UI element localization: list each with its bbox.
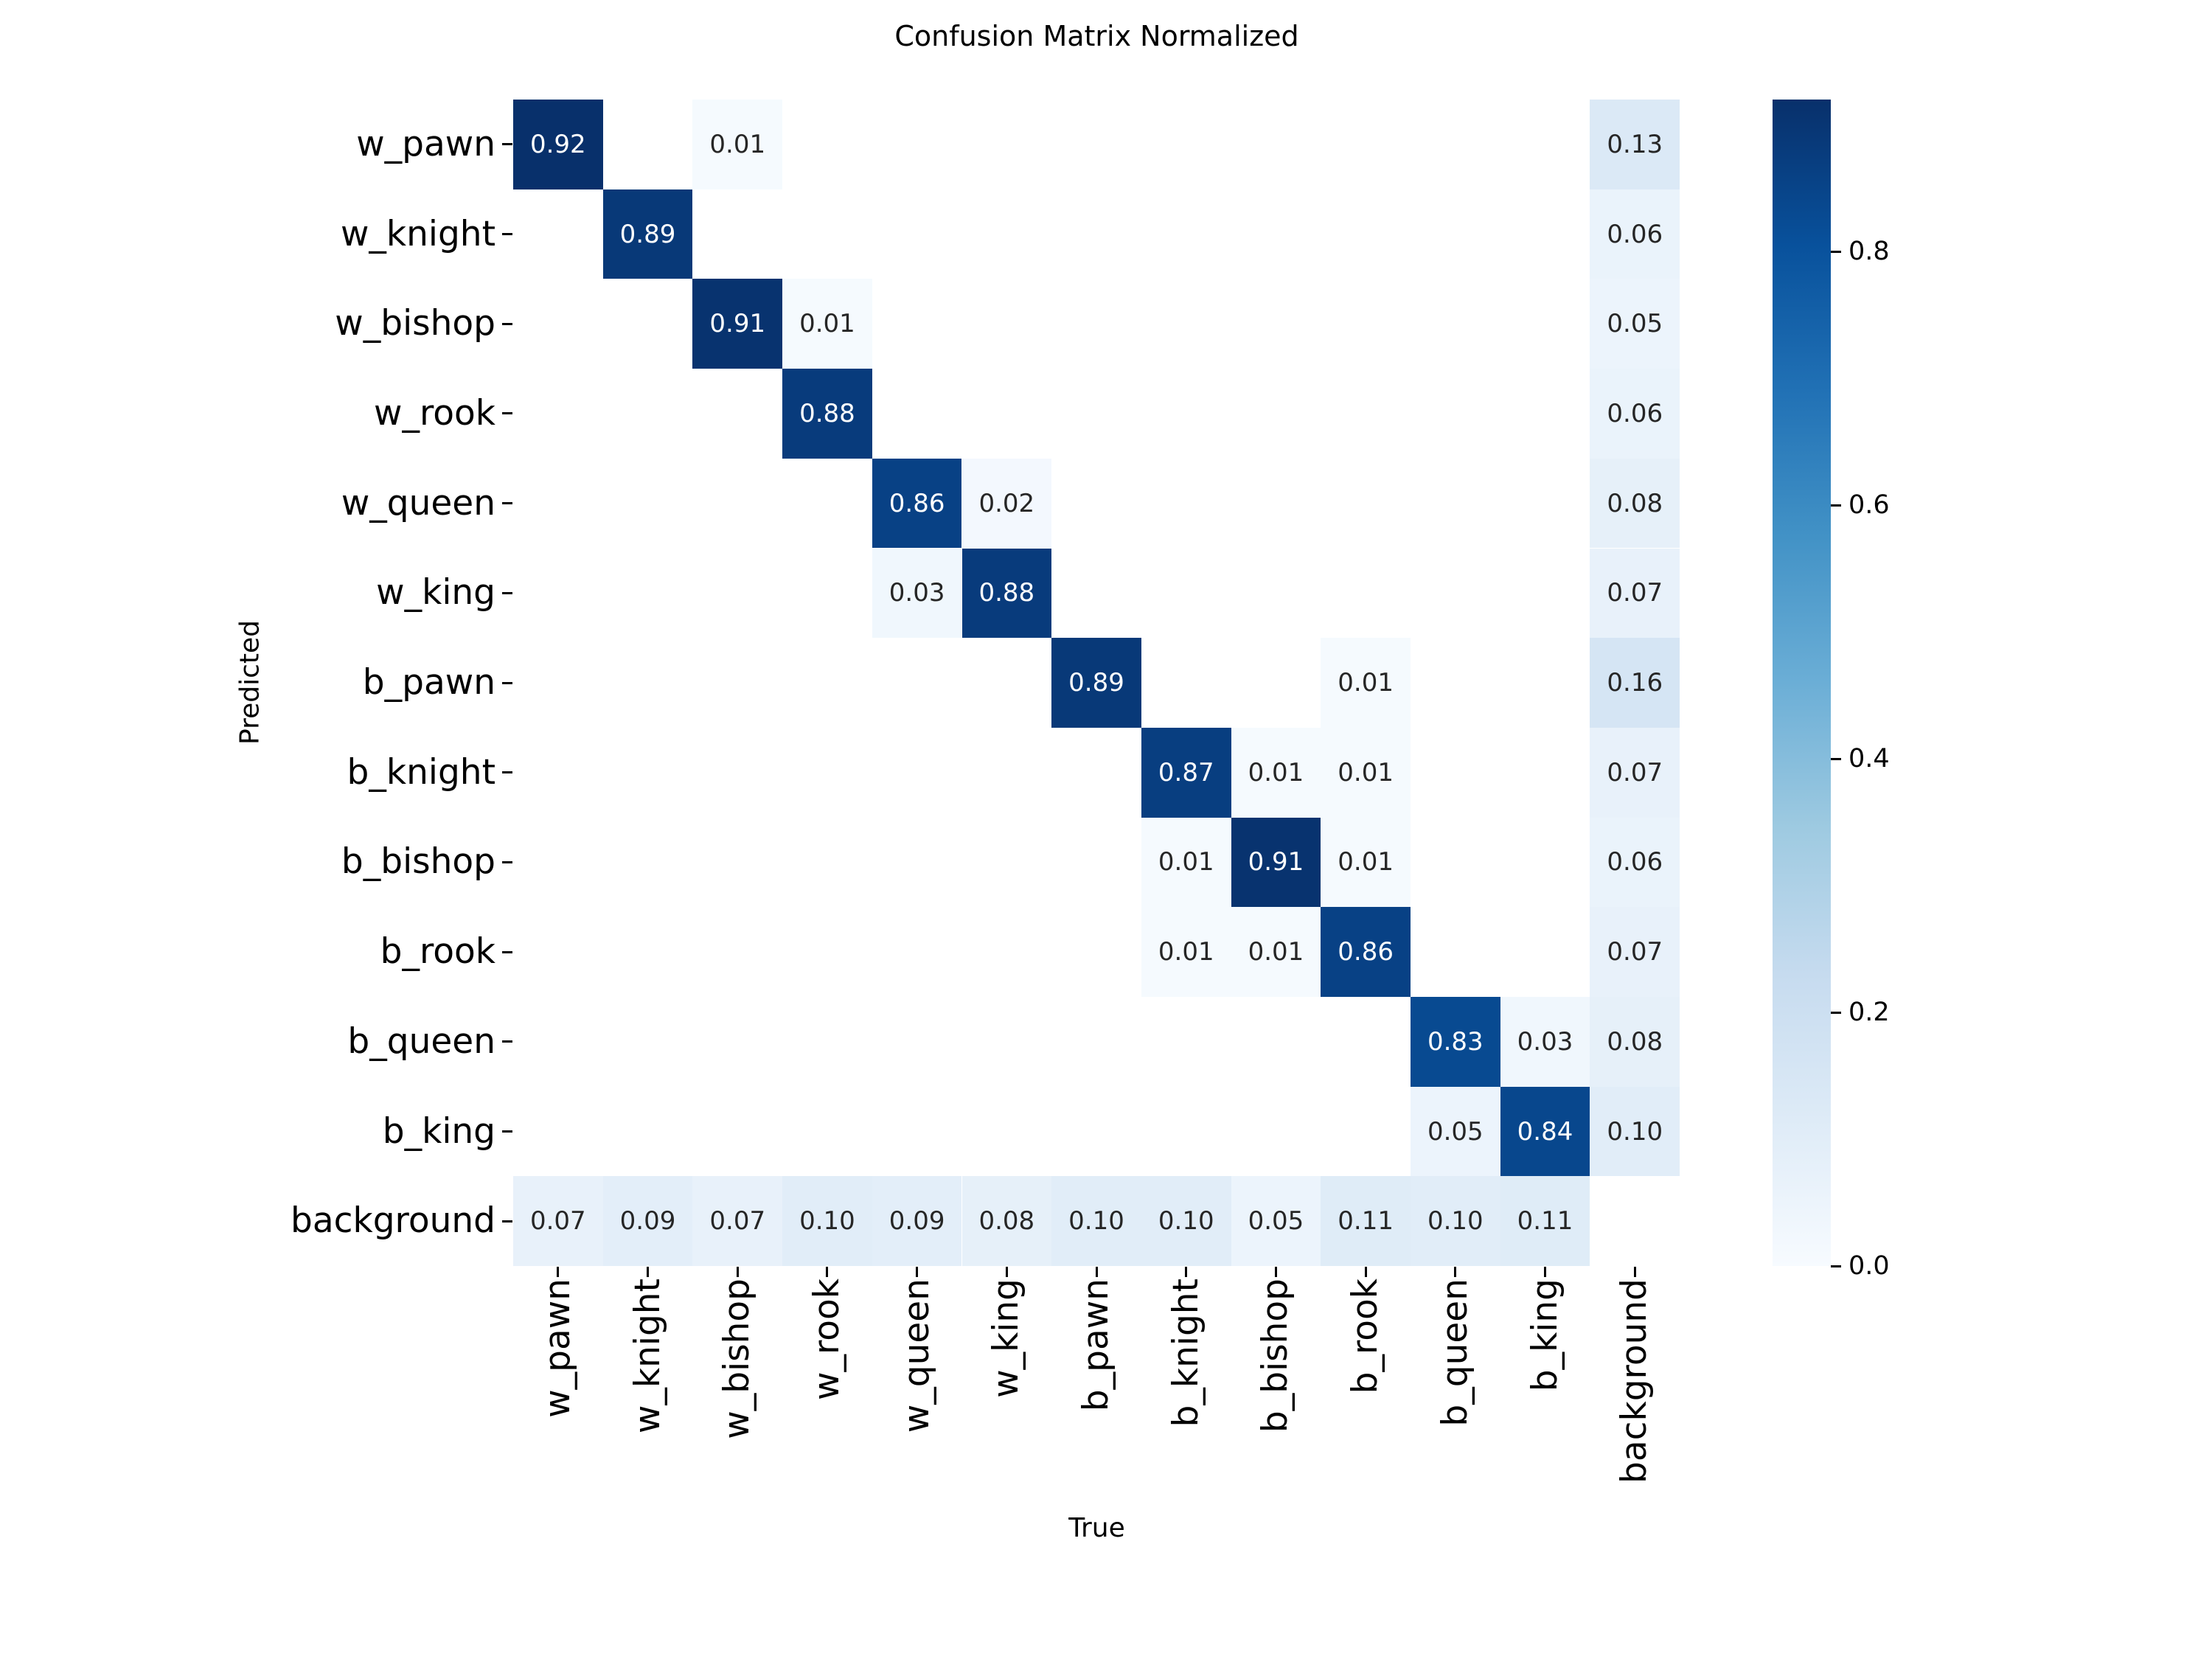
- heatmap-cell: [513, 189, 603, 279]
- heatmap-cell: [1051, 818, 1141, 908]
- cell-annotation: 0.86: [1338, 937, 1394, 967]
- x-tick-mark: [1096, 1267, 1098, 1277]
- y-tick-label: b_rook: [380, 931, 495, 973]
- cell-annotation: 0.07: [1607, 937, 1663, 967]
- y-tick-mark: [502, 323, 512, 325]
- y-tick-label: b_bishop: [341, 841, 495, 883]
- heatmap-cell: [1411, 997, 1500, 1087]
- heatmap-cell: [872, 1176, 962, 1266]
- x-tick-label: b_knight: [1165, 1279, 1206, 1427]
- heatmap-cell: [1231, 279, 1321, 369]
- heatmap-cell: [962, 549, 1052, 639]
- heatmap-cell: [692, 997, 782, 1087]
- heatmap-cell: [872, 279, 962, 369]
- heatmap-cell: [1411, 1176, 1500, 1266]
- heatmap-cell: [1500, 369, 1590, 459]
- cell-annotation: 0.06: [1607, 398, 1663, 428]
- heatmap-cell: [513, 279, 603, 369]
- x-tick-mark: [916, 1267, 918, 1277]
- heatmap-cell: [1411, 189, 1500, 279]
- heatmap-cell: [1321, 189, 1411, 279]
- heatmap-cell: [1321, 997, 1411, 1087]
- cell-annotation: 0.88: [978, 578, 1035, 608]
- y-tick-mark: [502, 412, 512, 414]
- heatmap-cell: [603, 728, 693, 818]
- heatmap-cell: [782, 1176, 872, 1266]
- heatmap-cell: [1590, 997, 1680, 1087]
- heatmap-cell: [872, 997, 962, 1087]
- y-tick-label: w_rook: [374, 392, 495, 434]
- y-tick-label: w_knight: [340, 213, 495, 254]
- heatmap-cell: [1321, 1087, 1411, 1177]
- heatmap-cell: [1590, 369, 1680, 459]
- heatmap-cell: [513, 369, 603, 459]
- y-tick-label: b_knight: [347, 751, 495, 793]
- heatmap-cell: [513, 100, 603, 189]
- cell-annotation: 0.01: [1248, 757, 1304, 787]
- heatmap-cell: [1051, 189, 1141, 279]
- heatmap-cell: [692, 100, 782, 189]
- heatmap-cell: [1321, 728, 1411, 818]
- cell-annotation: 0.07: [529, 1206, 586, 1237]
- heatmap-cell: [513, 818, 603, 908]
- heatmap-cell: [1411, 459, 1500, 549]
- heatmap-cell: [692, 1087, 782, 1177]
- heatmap-cell: [1500, 907, 1590, 997]
- heatmap-cell: [1141, 1176, 1231, 1266]
- y-tick-label: w_king: [376, 572, 495, 613]
- heatmap-cell: [1590, 189, 1680, 279]
- heatmap-cell: [872, 907, 962, 997]
- x-tick-mark: [1365, 1267, 1367, 1277]
- cell-annotation: 0.05: [1248, 1206, 1304, 1237]
- heatmap-cell: [1321, 1176, 1411, 1266]
- cell-annotation: 0.88: [799, 398, 855, 428]
- x-tick-label: b_queen: [1434, 1279, 1475, 1427]
- y-tick-mark: [502, 502, 512, 504]
- heatmap-cell: [603, 1176, 693, 1266]
- x-tick-label: b_king: [1524, 1279, 1565, 1392]
- colorbar-tick-mark: [1831, 1012, 1841, 1014]
- heatmap-cell: [782, 638, 872, 728]
- colorbar-tick-label: 0.2: [1848, 998, 1890, 1028]
- heatmap-cell: [962, 728, 1052, 818]
- heatmap-cell: [782, 189, 872, 279]
- cell-annotation: 0.10: [1427, 1206, 1484, 1237]
- heatmap-cell: [872, 189, 962, 279]
- heatmap-cell: [1051, 279, 1141, 369]
- heatmap-cell: [872, 1087, 962, 1177]
- heatmap-cell: [1141, 907, 1231, 997]
- heatmap-cell: [1321, 100, 1411, 189]
- heatmap-cell: [962, 279, 1052, 369]
- x-tick-label: b_pawn: [1076, 1279, 1117, 1412]
- heatmap-cell: [692, 369, 782, 459]
- cell-annotation: 0.05: [1427, 1116, 1484, 1147]
- cell-annotation: 0.84: [1517, 1116, 1573, 1147]
- heatmap-cell: [1231, 189, 1321, 279]
- y-tick-label: w_pawn: [356, 123, 495, 164]
- heatmap-cell: [513, 1087, 603, 1177]
- y-tick-mark: [502, 1220, 512, 1222]
- heatmap-cell: [1231, 997, 1321, 1087]
- cell-annotation: 0.01: [1338, 668, 1394, 698]
- y-tick-label: background: [291, 1200, 495, 1242]
- cell-annotation: 0.03: [888, 578, 945, 608]
- cell-annotation: 0.11: [1338, 1206, 1394, 1237]
- y-tick-mark: [502, 861, 512, 863]
- heatmap-cell: [1051, 1087, 1141, 1177]
- heatmap-cell: [962, 1176, 1052, 1266]
- y-axis-title: Predicted: [234, 620, 265, 745]
- cell-annotation: 0.10: [1158, 1206, 1214, 1237]
- heatmap-cell: [603, 549, 693, 639]
- cell-annotation: 0.87: [1158, 757, 1214, 787]
- heatmap-cell: [513, 907, 603, 997]
- cell-annotation: 0.01: [1248, 937, 1304, 967]
- heatmap-cell: [782, 728, 872, 818]
- heatmap-cell: [1590, 818, 1680, 908]
- colorbar-tick-label: 0.0: [1848, 1251, 1890, 1281]
- heatmap-cell: [603, 369, 693, 459]
- cell-annotation: 0.91: [709, 309, 766, 339]
- heatmap-cell: [1321, 638, 1411, 728]
- cell-annotation: 0.07: [709, 1206, 766, 1237]
- heatmap-cell: [962, 369, 1052, 459]
- cell-annotation: 0.01: [1158, 937, 1214, 967]
- heatmap-cell: [692, 1176, 782, 1266]
- heatmap-cell: [1231, 549, 1321, 639]
- heatmap-cell: [1500, 1087, 1590, 1177]
- heatmap-cell: [603, 997, 693, 1087]
- heatmap-cell: [692, 907, 782, 997]
- heatmap-cell: [872, 459, 962, 549]
- heatmap-cell: [782, 997, 872, 1087]
- heatmap-cell: [1590, 279, 1680, 369]
- heatmap-cell: [1411, 279, 1500, 369]
- heatmap-cell: [513, 728, 603, 818]
- heatmap-cell: [782, 818, 872, 908]
- heatmap-cell: [1590, 459, 1680, 549]
- x-tick-label: w_knight: [627, 1279, 668, 1434]
- cell-annotation: 0.01: [1338, 757, 1394, 787]
- x-tick-label: w_pawn: [537, 1279, 578, 1418]
- heatmap-cell: [962, 459, 1052, 549]
- colorbar-gradient: [1773, 100, 1831, 1266]
- cell-annotation: 0.91: [1248, 847, 1304, 877]
- heatmap-cell: [1141, 279, 1231, 369]
- heatmap-cell: [1231, 369, 1321, 459]
- colorbar-tick-mark: [1831, 758, 1841, 760]
- y-tick-mark: [502, 1130, 512, 1133]
- heatmap-cell: [1500, 1176, 1590, 1266]
- heatmap-cell: [1500, 818, 1590, 908]
- heatmap-cell: [1231, 459, 1321, 549]
- heatmap-cell: [1590, 638, 1680, 728]
- heatmap-cell: [1590, 1176, 1680, 1266]
- heatmap-cell: [1500, 279, 1590, 369]
- heatmap-cell: [692, 638, 782, 728]
- y-tick-mark: [502, 233, 512, 235]
- heatmap-cell: [782, 279, 872, 369]
- heatmap-cell: [782, 100, 872, 189]
- heatmap-cell: [1231, 1087, 1321, 1177]
- y-tick-label: b_pawn: [362, 662, 495, 703]
- cell-annotation: 0.07: [1607, 757, 1663, 787]
- heatmap-cell: [513, 638, 603, 728]
- heatmap-cell: [603, 1087, 693, 1177]
- heatmap-cell: [513, 997, 603, 1087]
- y-tick-label: b_king: [382, 1110, 495, 1152]
- heatmap-cell: [962, 818, 1052, 908]
- heatmap-cell: [692, 189, 782, 279]
- heatmap-cell: [962, 1087, 1052, 1177]
- y-tick-label: w_bishop: [335, 303, 495, 344]
- cell-annotation: 0.01: [1158, 847, 1214, 877]
- cell-annotation: 0.02: [978, 488, 1035, 518]
- y-tick-mark: [502, 951, 512, 953]
- heatmap-cell: [1590, 100, 1680, 189]
- heatmap-cell: [603, 818, 693, 908]
- x-tick-mark: [1006, 1267, 1008, 1277]
- x-tick-label: w_queen: [896, 1279, 937, 1433]
- cell-annotation: 0.89: [619, 219, 676, 249]
- heatmap-cell: [1590, 728, 1680, 818]
- x-tick-label: w_rook: [806, 1279, 847, 1401]
- heatmap-cell: [1231, 728, 1321, 818]
- heatmap-cell: [1500, 189, 1590, 279]
- heatmap-cell: [962, 997, 1052, 1087]
- heatmap-cell: [1321, 818, 1411, 908]
- heatmap-cell: [1051, 1176, 1141, 1266]
- heatmap-cell: [1500, 638, 1590, 728]
- heatmap-cell: [782, 459, 872, 549]
- heatmap-cell: [1141, 369, 1231, 459]
- colorbar-tick-mark: [1831, 504, 1841, 507]
- y-tick-mark: [502, 1040, 512, 1043]
- heatmap-cell: [603, 638, 693, 728]
- cell-annotation: 0.06: [1607, 847, 1663, 877]
- heatmap-cell: [692, 549, 782, 639]
- heatmap-cell: [1231, 818, 1321, 908]
- heatmap-cell: [1231, 638, 1321, 728]
- heatmap-cell: [1051, 100, 1141, 189]
- colorbar-tick-mark: [1831, 1265, 1841, 1267]
- cell-annotation: 0.01: [799, 309, 855, 339]
- cell-annotation: 0.16: [1607, 668, 1663, 698]
- chart-title: Confusion Matrix Normalized: [894, 20, 1299, 52]
- cell-annotation: 0.08: [1607, 488, 1663, 518]
- heatmap-cell: [603, 279, 693, 369]
- heatmap-cell: [692, 459, 782, 549]
- x-tick-mark: [826, 1267, 828, 1277]
- heatmap-cell: [1500, 459, 1590, 549]
- cell-annotation: 0.07: [1607, 578, 1663, 608]
- heatmap-cell: [603, 189, 693, 279]
- heatmap-cell: [782, 369, 872, 459]
- cell-annotation: 0.08: [978, 1206, 1035, 1237]
- heatmap-cell: [1141, 549, 1231, 639]
- heatmap-cell: [1411, 818, 1500, 908]
- cell-annotation: 0.83: [1427, 1026, 1484, 1057]
- heatmap-cell: [962, 100, 1052, 189]
- heatmap-cell: [1411, 907, 1500, 997]
- cell-annotation: 0.10: [1068, 1206, 1124, 1237]
- heatmap-cell: [1051, 728, 1141, 818]
- x-tick-label: w_king: [986, 1279, 1027, 1398]
- heatmap-cell: [1411, 369, 1500, 459]
- heatmap-cell: [1321, 279, 1411, 369]
- heatmap-cell: [1231, 1176, 1321, 1266]
- heatmap-cell: [1051, 907, 1141, 997]
- heatmap-cell: [1411, 638, 1500, 728]
- heatmap-grid: [513, 100, 1680, 1267]
- y-tick-mark: [502, 592, 512, 594]
- cell-annotation: 0.05: [1607, 309, 1663, 339]
- heatmap-cell: [1411, 100, 1500, 189]
- x-tick-mark: [1185, 1267, 1187, 1277]
- heatmap-cell: [1141, 100, 1231, 189]
- heatmap-cell: [1141, 997, 1231, 1087]
- heatmap-cell: [782, 1087, 872, 1177]
- cell-annotation: 0.13: [1607, 129, 1663, 159]
- heatmap-cell: [872, 100, 962, 189]
- heatmap-cell: [872, 549, 962, 639]
- heatmap-cell: [1051, 459, 1141, 549]
- colorbar-tick-label: 0.8: [1848, 237, 1890, 267]
- heatmap-cell: [962, 189, 1052, 279]
- heatmap-cell: [872, 638, 962, 728]
- heatmap-cell: [1051, 549, 1141, 639]
- heatmap-cell: [1411, 1087, 1500, 1177]
- heatmap-cell: [1141, 638, 1231, 728]
- y-tick-mark: [502, 771, 512, 773]
- cell-annotation: 0.86: [888, 488, 945, 518]
- heatmap-cell: [603, 100, 693, 189]
- heatmap-cell: [692, 818, 782, 908]
- heatmap-cell: [962, 907, 1052, 997]
- cell-annotation: 0.09: [619, 1206, 676, 1237]
- x-tick-mark: [1634, 1267, 1636, 1277]
- heatmap-cell: [1141, 818, 1231, 908]
- heatmap-cell: [872, 728, 962, 818]
- heatmap-cell: [1051, 997, 1141, 1087]
- cell-annotation: 0.10: [1607, 1116, 1663, 1147]
- heatmap-cell: [782, 907, 872, 997]
- heatmap-cell: [1411, 728, 1500, 818]
- heatmap-cell: [962, 638, 1052, 728]
- heatmap-cell: [1500, 728, 1590, 818]
- colorbar-tick-mark: [1831, 251, 1841, 253]
- x-axis-title: True: [1068, 1513, 1125, 1543]
- heatmap-cell: [603, 459, 693, 549]
- heatmap-cell: [1141, 459, 1231, 549]
- heatmap-cell: [1590, 907, 1680, 997]
- colorbar-tick-label: 0.4: [1848, 744, 1890, 774]
- cell-annotation: 0.10: [799, 1206, 855, 1237]
- heatmap-cell: [513, 459, 603, 549]
- x-tick-label: w_bishop: [717, 1279, 758, 1439]
- heatmap-cell: [603, 907, 693, 997]
- x-tick-mark: [737, 1267, 739, 1277]
- cell-annotation: 0.89: [1068, 668, 1124, 698]
- x-tick-label: b_bishop: [1255, 1279, 1296, 1433]
- heatmap-cell: [692, 279, 782, 369]
- heatmap-cell: [1321, 459, 1411, 549]
- heatmap-cell: [513, 1176, 603, 1266]
- heatmap-cell: [1141, 1087, 1231, 1177]
- heatmap-cell: [513, 549, 603, 639]
- heatmap-cell: [1411, 549, 1500, 639]
- heatmap-cell: [872, 818, 962, 908]
- heatmap-cell: [1141, 728, 1231, 818]
- cell-annotation: 0.92: [529, 129, 586, 159]
- y-tick-mark: [502, 682, 512, 684]
- heatmap-cell: [1051, 369, 1141, 459]
- x-tick-mark: [1454, 1267, 1456, 1277]
- cell-annotation: 0.06: [1607, 219, 1663, 249]
- x-tick-label: b_rook: [1345, 1279, 1386, 1394]
- heatmap-cell: [1231, 100, 1321, 189]
- heatmap-cell: [1590, 1087, 1680, 1177]
- cell-annotation: 0.01: [1338, 847, 1394, 877]
- heatmap-cell: [1500, 997, 1590, 1087]
- heatmap-cell: [1500, 549, 1590, 639]
- x-tick-mark: [647, 1267, 649, 1277]
- heatmap-cell: [1321, 907, 1411, 997]
- x-tick-mark: [557, 1267, 559, 1277]
- heatmap-cell: [1051, 638, 1141, 728]
- heatmap-cell: [1500, 100, 1590, 189]
- heatmap-cell: [1590, 549, 1680, 639]
- cell-annotation: 0.11: [1517, 1206, 1573, 1237]
- cell-annotation: 0.03: [1517, 1026, 1573, 1057]
- x-tick-mark: [1275, 1267, 1277, 1277]
- heatmap-cell: [692, 728, 782, 818]
- cell-annotation: 0.08: [1607, 1026, 1663, 1057]
- cell-annotation: 0.09: [888, 1206, 945, 1237]
- x-tick-mark: [1544, 1267, 1546, 1277]
- x-tick-label: background: [1614, 1279, 1655, 1484]
- y-tick-mark: [502, 143, 512, 145]
- cell-annotation: 0.01: [709, 129, 766, 159]
- colorbar-tick-label: 0.6: [1848, 490, 1890, 521]
- heatmap-cell: [872, 369, 962, 459]
- y-tick-label: w_queen: [341, 482, 495, 524]
- heatmap-cell: [1321, 369, 1411, 459]
- heatmap-cell: [1141, 189, 1231, 279]
- heatmap-cell: [1321, 549, 1411, 639]
- y-tick-label: b_queen: [347, 1020, 495, 1062]
- heatmap-cell: [782, 549, 872, 639]
- heatmap-cell: [1231, 907, 1321, 997]
